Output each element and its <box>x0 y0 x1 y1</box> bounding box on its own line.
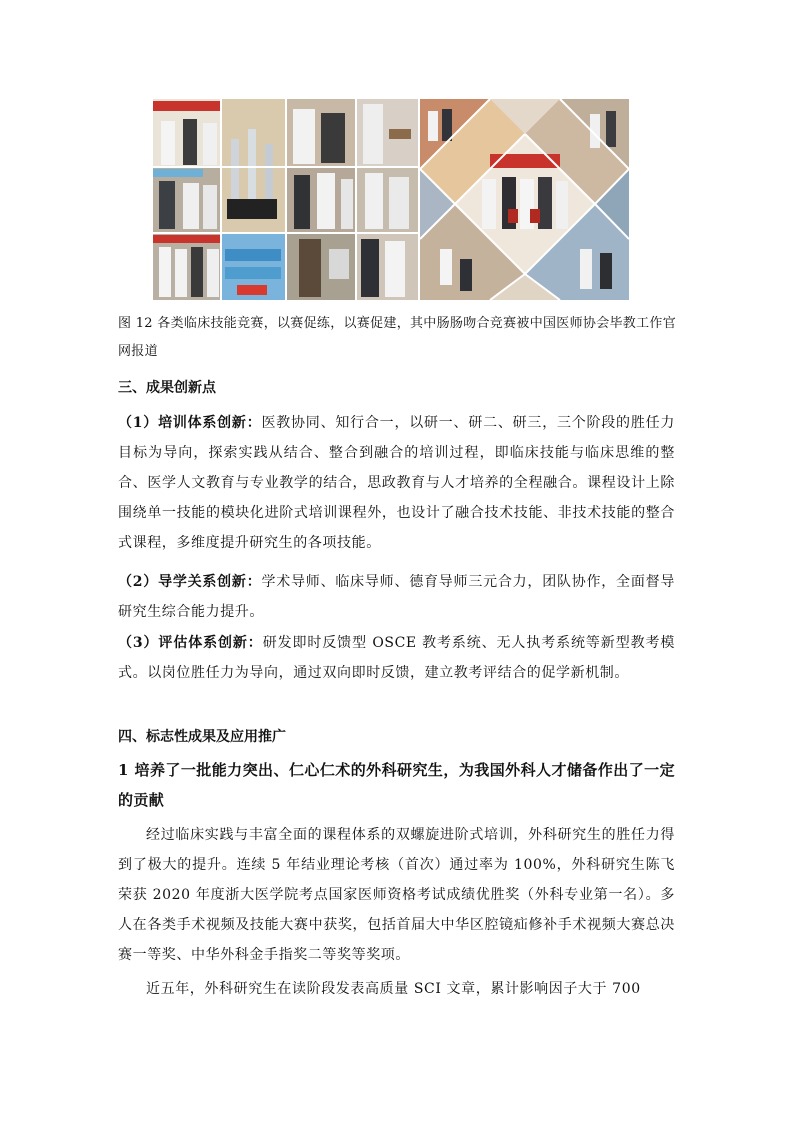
paragraph-publications: 近五年，外科研究生在读阶段发表高质量 SCI 文章，累计影响因子大于 700 <box>146 981 641 997</box>
section-3-heading: 三、成果创新点 <box>118 380 216 396</box>
mentorship-text: 学术导师、临床导师、德育导师三元合力，团队协作，全面督导研究生综合能力提升。 <box>118 574 675 620</box>
training-system-label: （1）培训体系创新： <box>118 415 262 431</box>
section-4-heading: 四、标志性成果及应用推广 <box>118 729 286 745</box>
figure-caption: 图 12 各类临床技能竞赛，以赛促练，以赛促建，其中肠肠吻合竞赛被中国医师协会毕教工作官网报道 <box>118 316 677 359</box>
mentorship-label: （2）导学关系创新： <box>118 574 262 590</box>
collage-right-image <box>420 99 629 300</box>
collage-left-image <box>153 99 418 300</box>
section-4-subheading: 1 培养了一批能力突出、仁心仁术的外科研究生，为我国外科人才储备作出了一定的贡献 <box>118 761 675 809</box>
training-system-text: 医教协同、知行合一，以研一、研二、研三，三个阶段的胜任力目标为导向，探索实践从结合、整合到融合的培训过程，即临床技能与临床思维的整合、医学人文教育与专业教学的结合，思政教育与人才培养的全程融合。课程设计上除围绕单一技能的模块化进阶式培训课程外，也设计了融合技术技能、非技术技能的整合式课程，多维度提升研究生的各项技能。 <box>118 415 675 551</box>
collage-right-photos <box>420 99 629 300</box>
paragraph-evaluation-system <box>118 628 675 688</box>
paragraph-achievements: 经过临床实践与丰富全面的课程体系的双螺旋进阶式培训，外科研究生的胜任力得到了极大的提升。连续 5 年结业理论考核（首次）通过率为 100%，外科研究生陈飞荣获 2020 年度浙大医学院考点国家医师资格考试成绩优胜奖（外科专业第一名）。多人在各类手术视频及技能大赛中获奖，包括首届大中华区腔镜疝修补手术视频大赛总决赛一等奖、中华外科金手指奖二等奖等奖项。 <box>118 827 675 963</box>
competition-photo-collage <box>153 99 629 300</box>
evaluation-system-label: （3）评估体系创新： <box>118 635 263 651</box>
collage-left-photos <box>153 99 418 300</box>
paragraph-mentorship <box>118 567 675 627</box>
paragraph-training-system <box>118 408 675 558</box>
evaluation-system-text: 研发即时反馈型 OSCE 教考系统、无人执考系统等新型教考模式。以岗位胜任力为导向，通过双向即时反馈，建立教考评结合的促学新机制。 <box>118 635 675 681</box>
